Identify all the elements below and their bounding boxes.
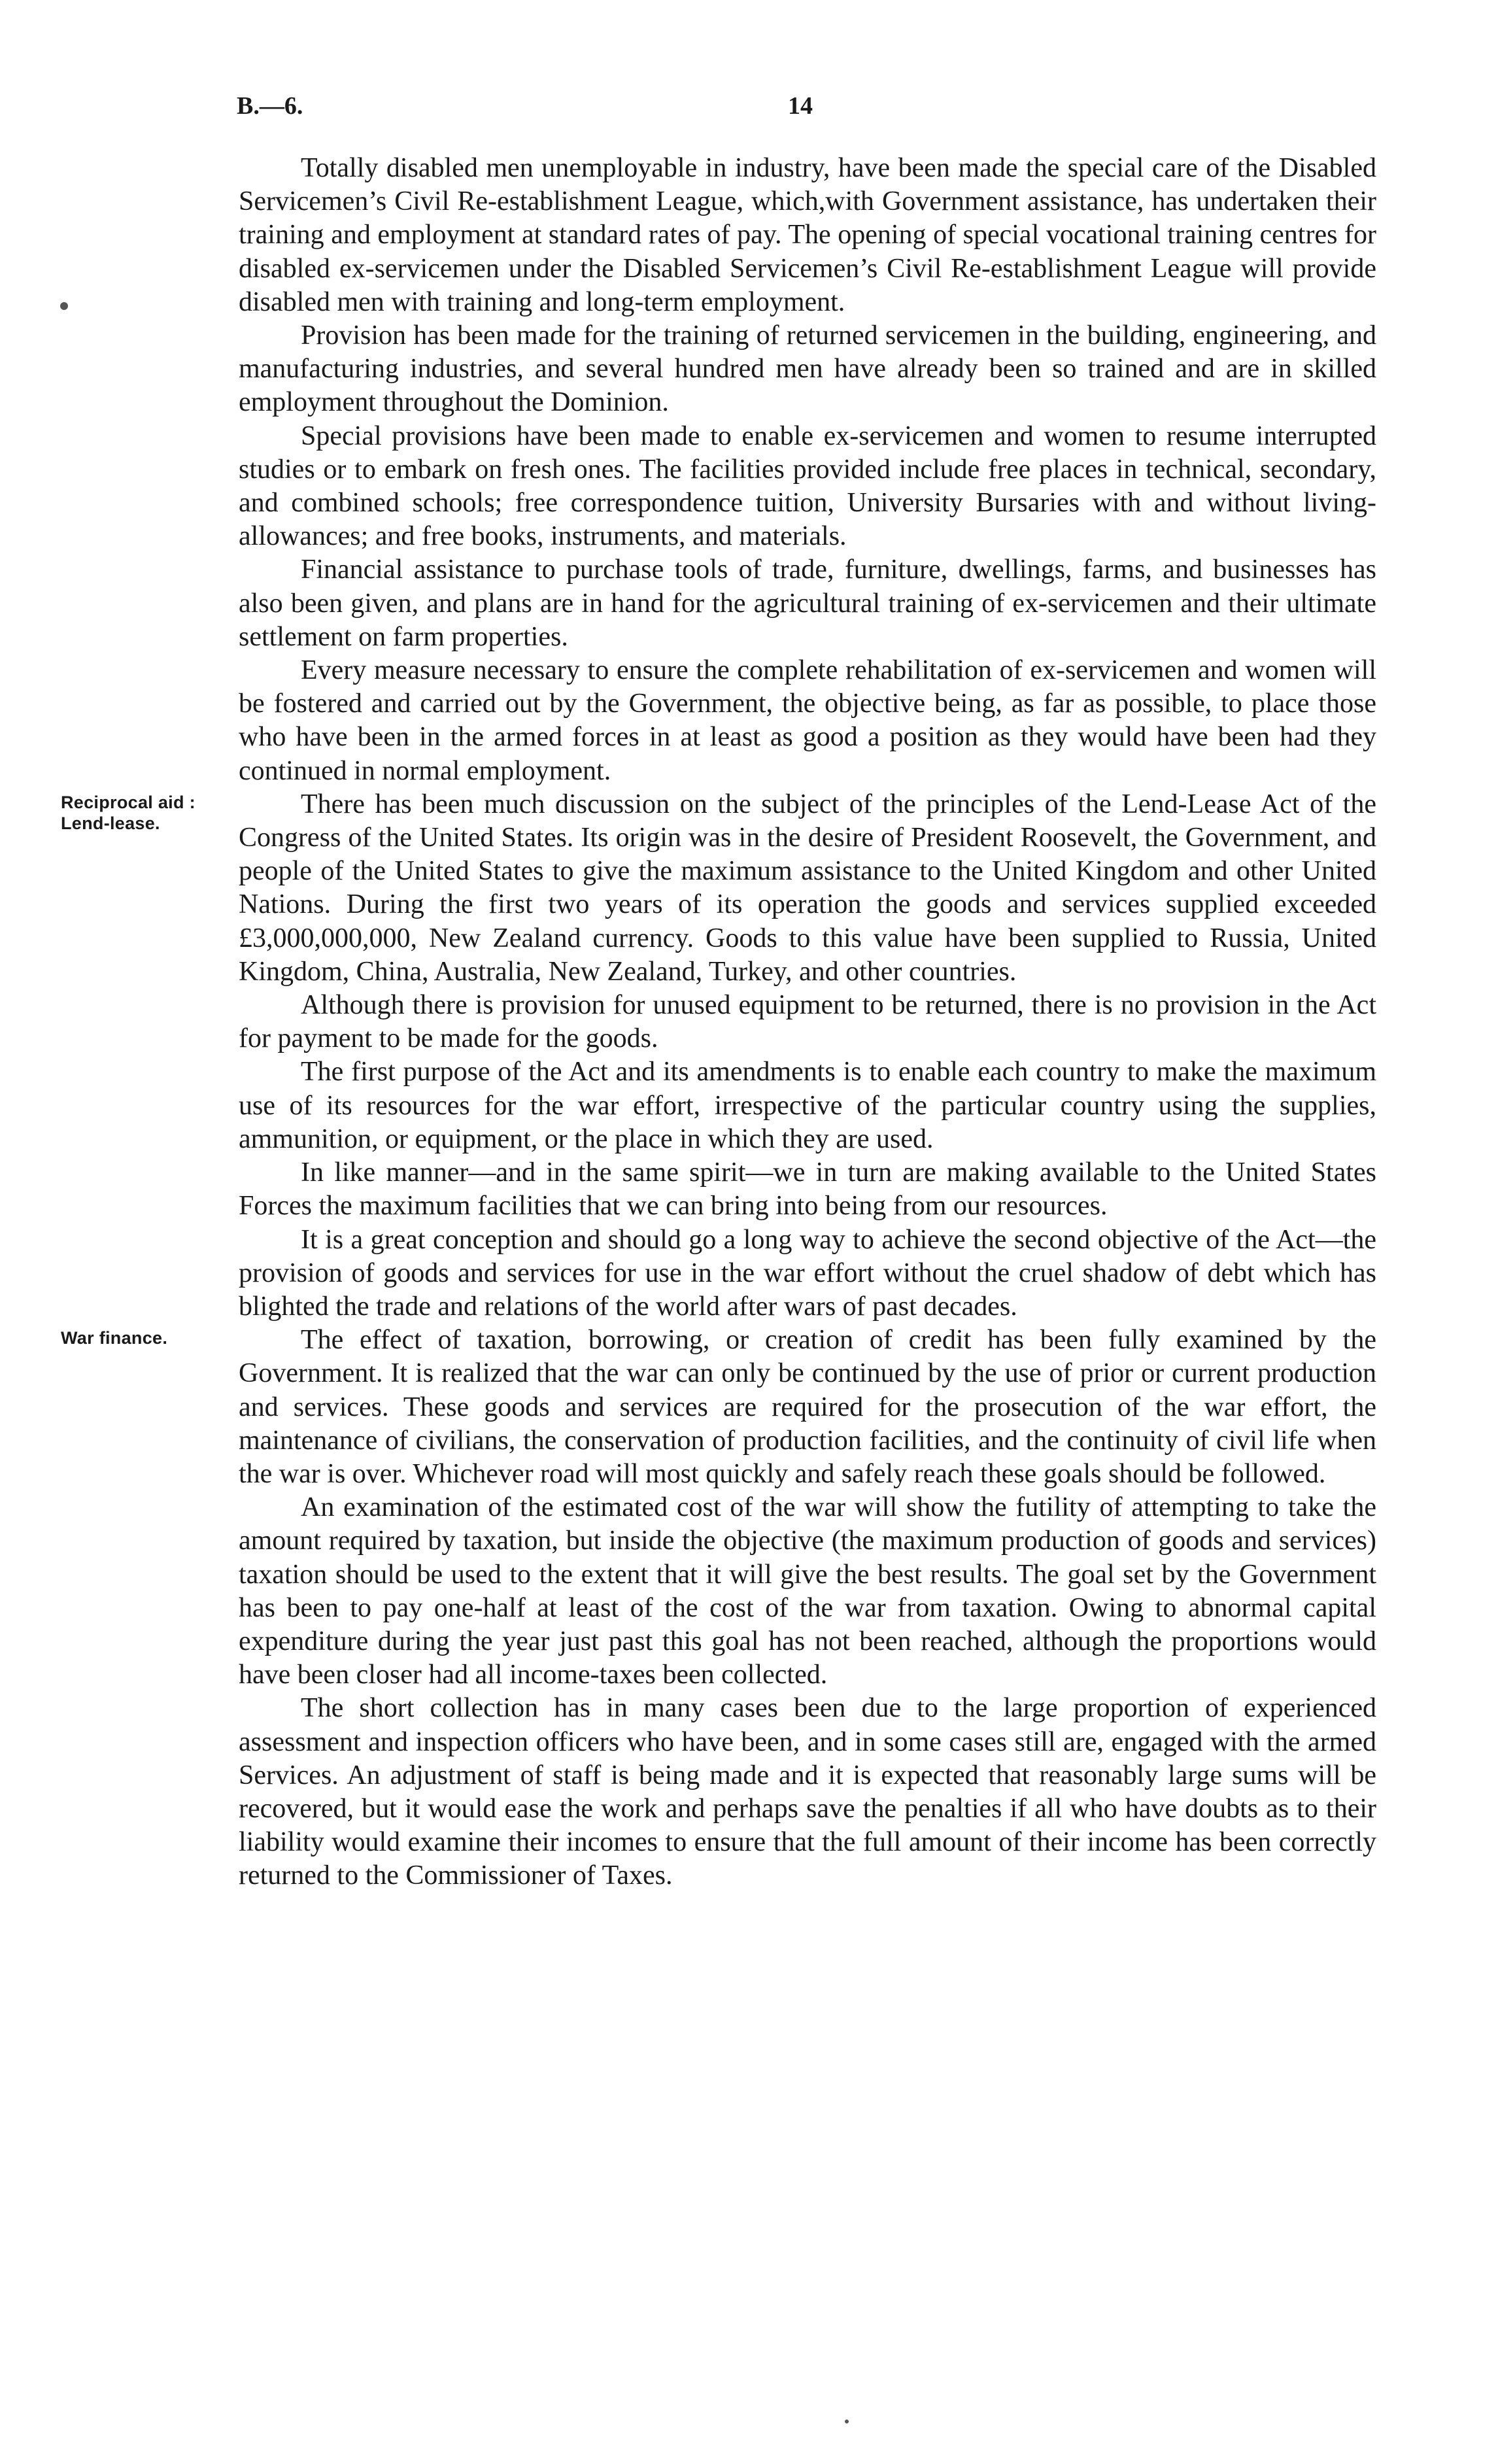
page-header	[0, 92, 1498, 131]
paragraph: An examination of the estimated cost of the war will show the futility of attempting to take the amount required by taxation, but inside the objective (the maximum production of goods and services) taxation should be used to the extent that it will give the best results. The goal set by the Government has been to pay one-half at least of the cost of the war from taxation. Owing to abnormal capital expenditure during the year just past this goal has not been reached, although the proportions would have been closer had all income-taxes been collected.	[239, 1492, 1376, 1690]
paragraph: Although there is provision for unused equipment to be returned, there is no provision in the Act for payment to be made for the goods.	[239, 990, 1376, 1054]
document-reference: B.—6.	[237, 92, 303, 120]
paragraph-text: The effect of taxation, borrowing, or creation of credit has been fully examined by the Government. It is realized that the war can only be continued by the use of prior or current production and services. These goods and services are required for the prosecution of the war effort, the maintenance of civilians, the conservation of production facilities, and the continuity of civil life when the war is over. Whichever road will most quickly and safely reach these goals should be followed.	[239, 1325, 1376, 1489]
paragraph: Every measure necessary to ensure the complete rehabilitation of ex-servicemen and women will be fostered and carried out by the Government, the objective being, as far as possible, to place those who have been in the armed forces in at least as good a position as they would have been had they continued in normal employment.	[239, 655, 1376, 786]
paragraph-lend-lease	[61, 788, 1376, 989]
margin-note-line: Reciprocal aid :	[61, 792, 196, 812]
scan-speck-mark	[60, 302, 68, 310]
margin-note-reciprocal-aid	[61, 792, 231, 834]
paragraph: Special provisions have been made to enable ex-servicemen and women to resume interrupted studies or to embark on fresh ones. The facilities provided include free places in technical, secondary, and combined schools; free correspondence tuition, University Bursaries with and without living-allowances; and free books, instruments, and materials.	[239, 420, 1376, 552]
body-text	[61, 152, 1376, 1893]
paragraph: The first purpose of the Act and its amendments is to enable each country to make the maximum use of its resources for the war effort, irrespective of the particular country using the supplies, ammunition, or equipment, or the place in which they are used.	[239, 1057, 1376, 1154]
scan-speck-mark	[845, 2420, 849, 2423]
paragraph-text: There has been much discussion on the subject of the principles of the Lend-Lease Act of the Congress of the United States. Its origin was in the desire of President Roosevelt, the Government, and people of the United States to give the maximum assistance to the United Kingdom and other United Nations. During the first two years of its operation the goods and services supplied exceeded £3,000,000,000, New Zealand currency. Goods to this value have been supplied to Russia, United Kingdom, China, Australia, New Zealand, Turkey, and other countries.	[239, 789, 1376, 987]
page-number: 14	[788, 92, 813, 120]
paragraph: In like manner—and in the same spirit—we in turn are making available to the United States Forces the maximum facilities that we can bring into being from our resources.	[239, 1157, 1376, 1222]
paragraph-war-finance	[61, 1324, 1376, 1491]
paragraph: Totally disabled men unemployable in industry, have been made the special care of the Disabled Servicemen’s Civil Re-establishment League, which,with Government assistance, has undertaken their training and employment at standard rates of pay. The opening of special vocational training centres for disabled ex-servicemen under the Disabled Servicemen’s Civil Re-establishment League will provide disabled men with training and long-term employment.	[239, 153, 1376, 317]
margin-note-war-finance: War finance.	[61, 1328, 168, 1348]
margin-note-line: Lend-lease.	[61, 813, 160, 833]
paragraph: It is a great conception and should go a long way to achieve the second objective of the Act—the provision of goods and services for use in the war effort without the cruel shadow of debt which has blighted the trade and relations of the world after wars of past decades.	[239, 1224, 1376, 1322]
paragraph: Financial assistance to purchase tools of trade, furniture, dwellings, farms, and businesses has also been given, and plans are in hand for the agricultural training of ex-servicemen and their ultimate settlement on farm properties.	[239, 555, 1376, 652]
paragraph: The short collection has in many cases been due to the large proportion of experienced assessment and inspection officers who have been, and in some cases still are, engaged with the armed Services. An adjustment of staff is being made and it is expected that reasonably large sums will be recovered, but it would ease the work and perhaps save the penalties if all who have doubts as to their liability would examine their incomes to ensure that the full amount of their income has been correctly returned to the Commissioner of Taxes.	[239, 1693, 1376, 1891]
paragraph: Provision has been made for the training of returned servicemen in the building, engineering, and manufacturing industries, and several hundred men have already been so trained and are in skilled employment throughout the Dominion.	[239, 320, 1376, 418]
